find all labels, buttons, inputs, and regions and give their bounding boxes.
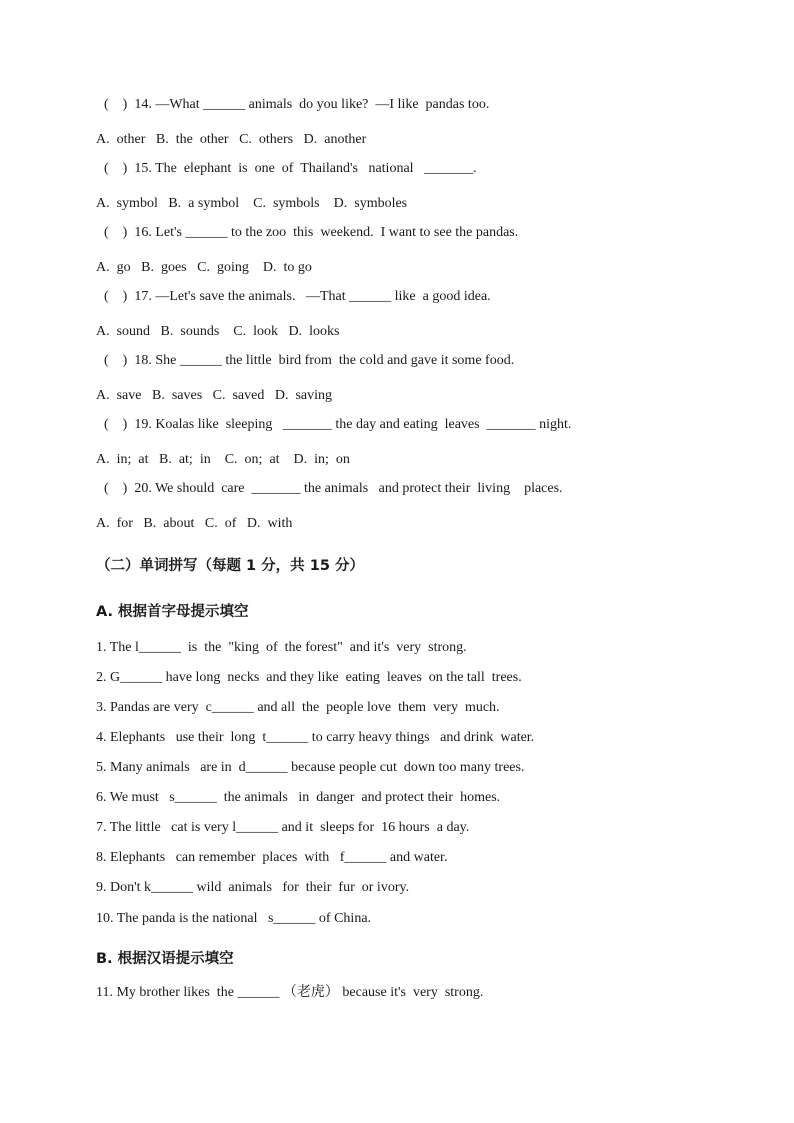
question-20-stem: ( ) 20. We should care _______ the animals and protect their living places. bbox=[104, 481, 563, 496]
spelling-item-7: 7. The little cat is very l______ and it sleeps for 16 hours a day. bbox=[96, 820, 470, 835]
question-16-options: A. go B. goes C. going D. to go bbox=[96, 260, 312, 275]
spelling-item-1: 1. The l______ is the "king of the forest" and it's very strong. bbox=[96, 640, 467, 655]
section-2-title: （二）单词拼写（每题 1 分，共 15 分） bbox=[96, 558, 364, 574]
question-14-options: A. other B. the other C. others D. another bbox=[96, 132, 367, 147]
question-17-stem: ( ) 17. —Let's save the animals. —That ______ like a good idea. bbox=[104, 289, 491, 304]
question-17-options: A. sound B. sounds C. look D. looks bbox=[96, 324, 340, 339]
spelling-item-11: 11. My brother likes the ______ （老虎） because it's very strong. bbox=[96, 985, 484, 1000]
part-b-title: B. 根据汉语提示填空 bbox=[96, 951, 234, 967]
question-19-stem: ( ) 19. Koalas like sleeping _______ the day and eating leaves _______ night. bbox=[104, 417, 572, 432]
part-a-title: A. 根据首字母提示填空 bbox=[96, 604, 249, 620]
spelling-item-2: 2. G______ have long necks and they like eating leaves on the tall trees. bbox=[96, 670, 522, 685]
spelling-item-3: 3. Pandas are very c______ and all the people love them very much. bbox=[96, 700, 500, 715]
question-18-options: A. save B. saves C. saved D. saving bbox=[96, 388, 333, 403]
question-19-options: A. in; at B. at; in C. on; at D. in; on bbox=[96, 452, 350, 467]
question-15-stem: ( ) 15. The elephant is one of Thailand's national _______. bbox=[104, 161, 477, 176]
spelling-item-9: 9. Don't k______ wild animals for their fur or ivory. bbox=[96, 880, 410, 895]
spelling-item-10: 10. The panda is the national s______ of China. bbox=[96, 911, 372, 926]
question-14-stem: ( ) 14. —What ______ animals do you like? —I like pandas too. bbox=[104, 97, 490, 112]
question-18-stem: ( ) 18. She ______ the little bird from the cold and gave it some food. bbox=[104, 353, 515, 368]
question-15-options: A. symbol B. a symbol C. symbols D. symboles bbox=[96, 196, 408, 211]
question-16-stem: ( ) 16. Let's ______ to the zoo this weekend. I want to see the pandas. bbox=[104, 225, 519, 240]
question-20-options: A. for B. about C. of D. with bbox=[96, 516, 293, 531]
spelling-item-4: 4. Elephants use their long t______ to carry heavy things and drink water. bbox=[96, 730, 535, 745]
spelling-item-8: 8. Elephants can remember places with f______ and water. bbox=[96, 850, 448, 865]
spelling-item-6: 6. We must s______ the animals in danger and protect their homes. bbox=[96, 790, 501, 805]
spelling-item-5: 5. Many animals are in d______ because people cut down too many trees. bbox=[96, 760, 525, 775]
